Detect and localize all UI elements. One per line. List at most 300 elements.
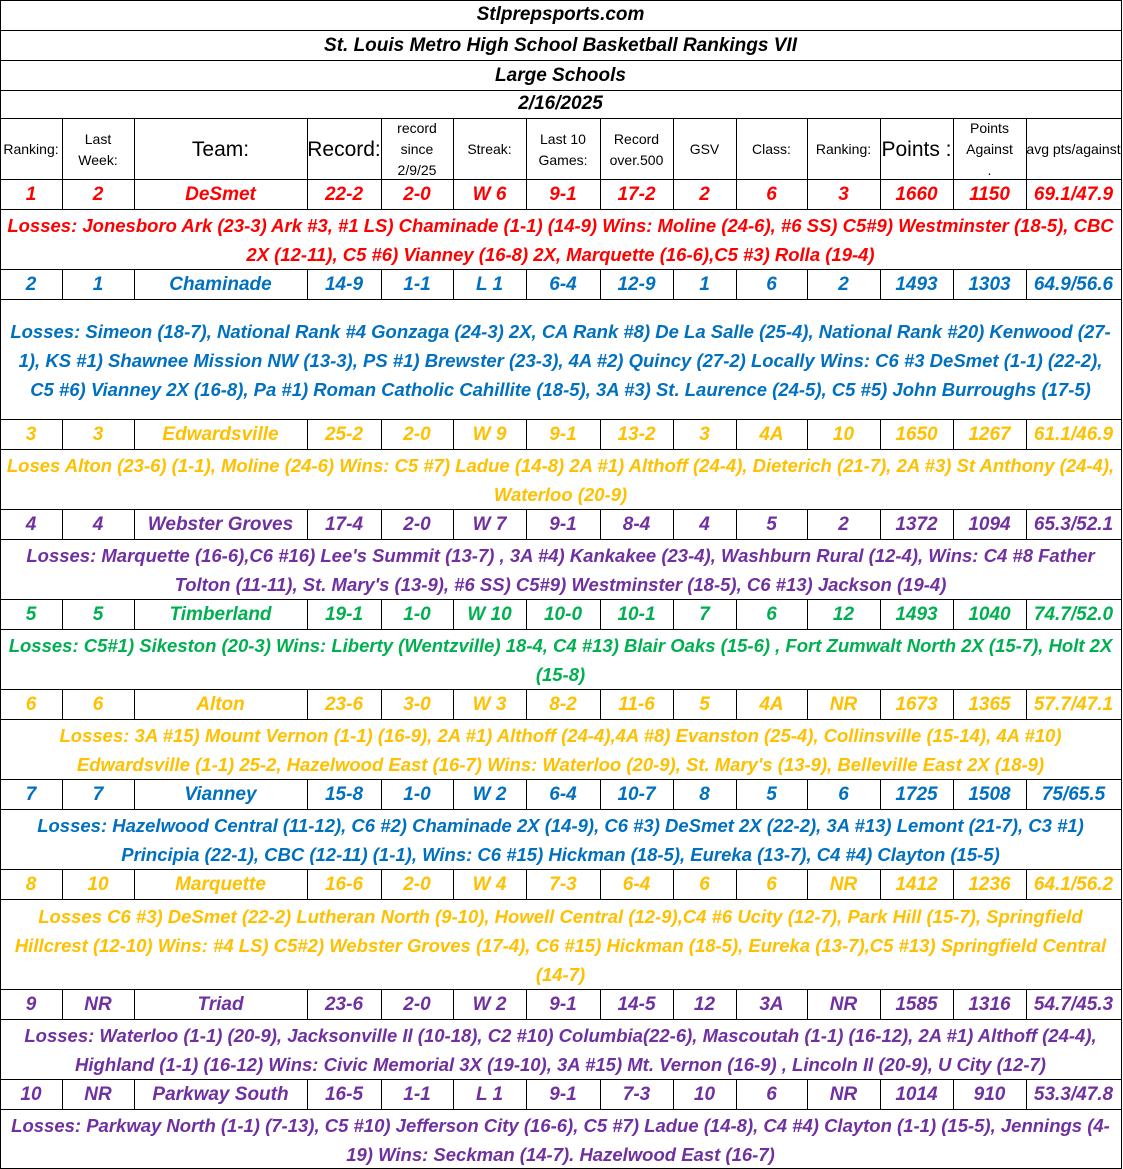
cell-streak: W 10	[467, 603, 512, 625]
cell-record: 23-6	[324, 993, 364, 1015]
grid-line	[807, 270, 808, 299]
grid-line	[0, 809, 1121, 810]
cell-ranking: 2	[25, 273, 37, 295]
cell-avg-pts-against: 69.1/47.9	[1033, 183, 1114, 205]
grid-line	[600, 1080, 601, 1109]
grid-line	[453, 180, 454, 209]
grid-line	[736, 119, 737, 180]
grid-line	[526, 420, 527, 449]
grid-line	[880, 780, 881, 809]
grid-line	[673, 780, 674, 809]
grid-line	[673, 420, 674, 449]
grid-line	[1026, 180, 1027, 209]
grid-line	[526, 990, 527, 1019]
grid-line	[880, 119, 881, 180]
cell-record-since: 1-1	[403, 273, 431, 295]
cell-gsv: 6	[699, 873, 710, 895]
grid-line	[807, 870, 808, 899]
grid-line	[673, 180, 674, 209]
grid-line	[0, 629, 1121, 630]
cell-team: Chaminade	[169, 273, 272, 295]
grid-line	[0, 449, 1121, 450]
division-label: Large Schools	[495, 64, 626, 86]
cell-team: Triad	[197, 993, 244, 1015]
cell-last-10: 9-1	[549, 993, 577, 1015]
cell-class-ranking: NR	[829, 1083, 858, 1105]
grid-line	[526, 600, 527, 629]
grid-line	[62, 119, 63, 180]
grid-line	[953, 1080, 954, 1109]
cell-points: 1650	[895, 423, 938, 445]
cell-avg-pts-against: 53.3/47.8	[1033, 1083, 1114, 1105]
grid-line	[673, 690, 674, 719]
grid-line	[880, 870, 881, 899]
cell-team: Webster Groves	[147, 513, 294, 535]
grid-line	[600, 270, 601, 299]
col-header-streak: Streak:	[467, 141, 512, 157]
cell-streak: W 7	[472, 513, 507, 535]
grid-line	[134, 600, 135, 629]
team-notes: Losses: 3A #15) Mount Vernon (1-1) (16-9), 2A #1) Althoff (24-4),4A #8) Evanston (25-4), Collinsville (15-14), 4A #10) Edwardsville (1-1) 25-2, Hazelwood East (16-7) Wins: Waterloo (20-9), St. Mary's (13-9), Belleville East 2X (18-9)	[59, 725, 1062, 775]
grid-line	[600, 870, 601, 899]
team-notes: Losses: Waterloo (1-1) (20-9), Jacksonville Il (10-18), C2 #10) Columbia(22-6), Mascoutah (1-1) (16-12), 2A #1) Althoff (24-4), Highland (1-1) (16-12) Wins: Civic Memorial 3X (19-10), 3A #15) Mt. Vernon (16-9) , Lincoln Il (20-9), U City (12-7)	[24, 1025, 1097, 1075]
cell-last-10: 10-0	[543, 603, 583, 625]
cell-last-week: 4	[92, 513, 104, 535]
grid-line	[307, 1080, 308, 1109]
grid-line	[381, 600, 382, 629]
col-header-record-since: record since 2/9/25	[397, 120, 437, 178]
grid-line	[0, 0, 1, 1169]
cell-last-10: 9-1	[549, 183, 577, 205]
grid-line	[600, 119, 601, 180]
col-header-record: Record:	[307, 138, 381, 161]
grid-line	[62, 870, 63, 899]
cell-avg-pts-against: 75/65.5	[1041, 783, 1106, 805]
grid-line	[381, 119, 382, 180]
cell-last-week: 6	[92, 693, 104, 715]
col-header-class: Class:	[752, 141, 791, 157]
cell-record: 17-4	[324, 513, 364, 535]
col-header-team: Team:	[191, 138, 250, 161]
grid-line	[0, 539, 1121, 540]
grid-line	[1026, 690, 1027, 719]
cell-last-10: 9-1	[549, 513, 577, 535]
cell-points: 1585	[895, 993, 938, 1015]
cell-streak: L 1	[475, 1083, 504, 1105]
grid-line	[1121, 0, 1122, 1169]
cell-class: 4A	[759, 693, 784, 715]
grid-line	[736, 510, 737, 539]
cell-gsv: 2	[699, 183, 710, 205]
team-notes: Losses C6 #3) DeSmet (22-2) Lutheran North (9-10), Howell Central (12-9),C4 #6 Ucity (12-7), Park Hill (15-7), Springfield Hillcrest (12-10) Wins: #4 LS) C5#2) Webster Groves (17-4), C6 #15) Hickman (18-5), Eureka (13-7),C5 #13) Springfield Central (14-7)	[14, 905, 1107, 985]
grid-line	[526, 780, 527, 809]
grid-line	[307, 690, 308, 719]
grid-line	[1026, 510, 1027, 539]
grid-line	[953, 690, 954, 719]
col-header-record-over-500: Record over.500	[609, 130, 664, 168]
cell-last-week: 3	[92, 423, 104, 445]
grid-line	[1026, 780, 1027, 809]
site-name: Stlprepsports.com	[476, 4, 645, 25]
grid-line	[600, 180, 601, 209]
grid-line	[453, 780, 454, 809]
grid-line	[600, 990, 601, 1019]
cell-streak: W 9	[472, 423, 507, 445]
grid-line	[307, 420, 308, 449]
grid-line	[0, 209, 1121, 210]
grid-line	[807, 420, 808, 449]
cell-class-ranking: 3	[838, 183, 849, 205]
cell-class-ranking: NR	[829, 693, 858, 715]
grid-line	[880, 990, 881, 1019]
grid-line	[134, 420, 135, 449]
cell-class: 5	[766, 513, 777, 535]
cell-class: 6	[766, 183, 777, 205]
grid-line	[807, 180, 808, 209]
cell-ranking: 4	[25, 513, 37, 535]
cell-last-week: 5	[92, 603, 104, 625]
cell-class: 6	[766, 1083, 777, 1105]
grid-line	[307, 780, 308, 809]
grid-line	[526, 270, 527, 299]
grid-line	[526, 690, 527, 719]
grid-line	[526, 1080, 527, 1109]
cell-points: 1660	[895, 183, 938, 205]
cell-ranking: 7	[25, 783, 37, 805]
grid-line	[736, 780, 737, 809]
cell-points-against: 1040	[968, 603, 1011, 625]
cell-ranking: 6	[25, 693, 37, 715]
grid-line	[736, 180, 737, 209]
cell-points-against: 1365	[968, 693, 1011, 715]
team-notes: Losses: Marquette (16-6),C6 #16) Lee's Summit (13-7) , 3A #4) Kankakee (23-4), Washburn Rural (12-4), Wins: C4 #8 Father Tolton (11-11), St. Mary's (13-9), #6 SS) C5#9) Westminster (18-5), C6 #13) Jackson (19-4)	[26, 545, 1095, 595]
grid-line	[526, 119, 527, 180]
cell-last-10: 9-1	[549, 1083, 577, 1105]
grid-line	[673, 270, 674, 299]
cell-points: 1725	[895, 783, 938, 805]
cell-points-against: 1236	[968, 873, 1011, 895]
cell-record: 19-1	[324, 603, 364, 625]
cell-points-against: 1508	[968, 783, 1011, 805]
grid-line	[600, 420, 601, 449]
grid-line	[307, 270, 308, 299]
grid-line	[673, 1080, 674, 1109]
grid-line	[62, 270, 63, 299]
cell-record-over-500: 14-5	[617, 993, 656, 1015]
grid-line	[307, 870, 308, 899]
cell-avg-pts-against: 65.3/52.1	[1033, 513, 1114, 535]
grid-line	[0, 1109, 1121, 1110]
grid-line	[1026, 420, 1027, 449]
cell-class-ranking: 2	[838, 273, 849, 295]
grid-line	[453, 420, 454, 449]
cell-record-since: 2-0	[403, 423, 431, 445]
cell-last-10: 6-4	[549, 783, 577, 805]
grid-line	[62, 1080, 63, 1109]
cell-record-over-500: 8-4	[622, 513, 651, 535]
cell-streak: W 3	[472, 693, 507, 715]
grid-line	[381, 780, 382, 809]
cell-ranking: 8	[25, 873, 37, 895]
team-notes: Losses: Parkway North (1-1) (7-13), C5 #10) Jefferson City (16-6), C5 #7) Ladue (14-8), C4 #4) Clayton (1-1) (15-5), Jennings (4-19) Wins: Seckman (14-7). Hazelwood East (16-7)	[11, 1114, 1110, 1165]
grid-line	[307, 180, 308, 209]
cell-gsv: 3	[699, 423, 710, 445]
cell-class-ranking: NR	[829, 873, 858, 895]
grid-line	[953, 870, 954, 899]
grid-line	[62, 600, 63, 629]
grid-line	[1026, 870, 1027, 899]
cell-record-over-500: 7-3	[622, 1083, 651, 1105]
grid-line	[880, 600, 881, 629]
grid-line	[1026, 119, 1027, 180]
grid-line	[0, 719, 1121, 720]
cell-last-week: 10	[87, 873, 109, 895]
cell-avg-pts-against: 74.7/52.0	[1033, 603, 1114, 625]
cell-points: 1372	[895, 513, 938, 535]
grid-line	[307, 600, 308, 629]
cell-record: 16-6	[324, 873, 364, 895]
cell-team: Edwardsville	[162, 423, 279, 445]
cell-points: 1493	[895, 603, 938, 625]
cell-record-over-500: 12-9	[617, 273, 656, 295]
cell-avg-pts-against: 64.9/56.6	[1033, 273, 1114, 295]
cell-ranking: 3	[25, 423, 37, 445]
grid-line	[807, 780, 808, 809]
cell-class-ranking: 10	[832, 423, 855, 445]
grid-line	[134, 510, 135, 539]
cell-streak: L 1	[475, 273, 504, 295]
grid-line	[134, 870, 135, 899]
cell-points-against: 910	[973, 1083, 1006, 1105]
grid-line	[0, 90, 1121, 91]
cell-last-week: NR	[84, 993, 112, 1015]
grid-line	[0, 0, 1121, 1]
cell-gsv: 8	[699, 783, 710, 805]
cell-class-ranking: NR	[829, 993, 858, 1015]
grid-line	[673, 870, 674, 899]
cell-points-against: 1316	[968, 993, 1011, 1015]
grid-line	[736, 990, 737, 1019]
cell-points: 1673	[895, 693, 938, 715]
grid-line	[526, 180, 527, 209]
col-header-avg-pts-against: avg pts/against	[1026, 141, 1121, 157]
grid-line	[134, 690, 135, 719]
grid-line	[134, 990, 135, 1019]
cell-record-over-500: 11-6	[618, 693, 655, 715]
cell-streak: W 4	[472, 873, 507, 895]
grid-line	[134, 1080, 135, 1109]
grid-line	[736, 270, 737, 299]
grid-line	[0, 899, 1121, 900]
grid-line	[953, 420, 954, 449]
cell-record: 23-6	[324, 693, 364, 715]
grid-line	[62, 690, 63, 719]
grid-line	[453, 119, 454, 180]
grid-line	[736, 600, 737, 629]
cell-team: Parkway South	[152, 1083, 289, 1105]
cell-record-since: 1-0	[403, 783, 431, 805]
grid-line	[807, 990, 808, 1019]
grid-line	[807, 510, 808, 539]
rankings-date: 2/16/2025	[518, 93, 603, 114]
col-header-last-week: Last Week:	[78, 130, 118, 168]
grid-line	[62, 780, 63, 809]
cell-team: Vianney	[184, 783, 257, 805]
grid-line	[807, 600, 808, 629]
col-header-class-ranking: Ranking:	[815, 141, 872, 157]
cell-record: 16-5	[324, 1083, 364, 1105]
grid-line	[453, 1080, 454, 1109]
col-header-points: Points :	[881, 138, 952, 161]
grid-line	[381, 420, 382, 449]
grid-line	[807, 690, 808, 719]
cell-gsv: 5	[699, 693, 710, 715]
cell-last-week: 7	[92, 783, 104, 805]
grid-line	[381, 1080, 382, 1109]
grid-line	[880, 510, 881, 539]
team-notes: Losses: C5#1) Sikeston (20-3) Wins: Liberty (Wentzville) 18-4, C4 #13) Blair Oaks (15-6) , Fort Zumwalt North 2X (15-7), Holt 2X (15-8)	[8, 635, 1113, 685]
grid-line	[381, 690, 382, 719]
cell-avg-pts-against: 64.1/56.2	[1033, 873, 1114, 895]
grid-line	[453, 510, 454, 539]
cell-record-since: 2-0	[403, 513, 431, 535]
cell-points: 1014	[895, 1083, 938, 1105]
cell-gsv: 10	[693, 1083, 716, 1105]
cell-class-ranking: 6	[838, 783, 849, 805]
cell-points-against: 1267	[968, 423, 1011, 445]
cell-last-10: 6-4	[549, 273, 577, 295]
cell-avg-pts-against: 54.7/45.3	[1033, 993, 1114, 1015]
col-header-ranking: Ranking:	[3, 141, 59, 157]
cell-class-ranking: 12	[832, 603, 855, 625]
grid-line	[1026, 1080, 1027, 1109]
grid-line	[736, 420, 737, 449]
cell-record: 25-2	[324, 423, 364, 445]
grid-line	[673, 990, 674, 1019]
col-header-last-10: Last 10 Games:	[538, 130, 588, 168]
grid-line	[953, 600, 954, 629]
grid-line	[953, 990, 954, 1019]
team-notes: Losses: Jonesboro Ark (23-3) Ark #3, #1 LS) Chaminade (1-1) (14-9) Wins: Moline (24-6), #6 SS) C5#9) Westminster (18-5), CBC 2X (12-11), C5 #6) Vianney (16-8) 2X, Marquette (16-6),C5 #3) Rolla (19-4)	[7, 215, 1114, 265]
grid-line	[381, 870, 382, 899]
grid-line	[1026, 990, 1027, 1019]
grid-line	[453, 270, 454, 299]
grid-line	[953, 119, 954, 180]
grid-line	[62, 180, 63, 209]
grid-line	[673, 510, 674, 539]
grid-line	[880, 180, 881, 209]
grid-line	[134, 180, 135, 209]
grid-line	[0, 60, 1121, 61]
cell-team: DeSmet	[185, 183, 256, 205]
cell-last-week: 2	[92, 183, 104, 205]
sheet-title: St. Louis Metro High School Basketball Rankings VII	[324, 34, 797, 56]
grid-line	[600, 780, 601, 809]
cell-streak: W 6	[472, 183, 507, 205]
grid-line	[953, 270, 954, 299]
grid-line	[381, 990, 382, 1019]
cell-class: 4A	[759, 423, 784, 445]
cell-class-ranking: 2	[838, 513, 849, 535]
col-header-points-against: Points Against .	[966, 120, 1013, 178]
cell-last-10: 7-3	[549, 873, 577, 895]
grid-line	[307, 119, 308, 180]
team-notes: Losses: Hazelwood Central (11-12), C6 #2) Chaminade 2X (14-9), C6 #3) DeSmet 2X (22-2), 3A #13) Lemont (21-7), C3 #1) Principia (22-1), CBC (12-11) (1-1), Wins: C6 #15) Hickman (18-5), Eureka (13-7), C4 #4) Clayton (15-5)	[37, 815, 1084, 865]
grid-line	[953, 780, 954, 809]
cell-class: 6	[766, 603, 777, 625]
cell-record: 14-9	[324, 273, 364, 295]
grid-line	[526, 870, 527, 899]
cell-record-since: 1-1	[403, 1083, 431, 1105]
cell-streak: W 2	[472, 783, 507, 805]
grid-line	[134, 270, 135, 299]
cell-record-since: 1-0	[403, 603, 431, 625]
grid-line	[953, 510, 954, 539]
cell-record-over-500: 6-4	[622, 873, 651, 895]
grid-line	[62, 990, 63, 1019]
cell-record-since: 3-0	[403, 693, 431, 715]
grid-line	[134, 119, 135, 180]
grid-line	[381, 180, 382, 209]
cell-gsv: 4	[699, 513, 710, 535]
grid-line	[807, 1080, 808, 1109]
cell-class: 5	[766, 783, 777, 805]
grid-line	[526, 510, 527, 539]
cell-last-10: 8-2	[549, 693, 577, 715]
cell-record-since: 2-0	[403, 993, 431, 1015]
col-header-gsv: GSV	[689, 141, 720, 157]
grid-line	[381, 270, 382, 299]
grid-line	[0, 30, 1121, 31]
grid-line	[1026, 270, 1027, 299]
cell-record-over-500: 17-2	[617, 183, 656, 205]
cell-team: Timberland	[169, 603, 272, 625]
cell-record-since: 2-0	[403, 873, 431, 895]
cell-streak: W 2	[472, 993, 507, 1015]
cell-ranking: 9	[25, 993, 37, 1015]
cell-gsv: 12	[693, 993, 716, 1015]
cell-points-against: 1303	[968, 273, 1011, 295]
cell-record: 22-2	[324, 183, 364, 205]
grid-line	[953, 180, 954, 209]
grid-line	[880, 270, 881, 299]
grid-line	[1026, 600, 1027, 629]
grid-line	[736, 870, 737, 899]
cell-record-over-500: 10-1	[617, 603, 656, 625]
grid-line	[880, 690, 881, 719]
grid-line	[453, 870, 454, 899]
team-notes: Loses Alton (23-6) (1-1), Moline (24-6) Wins: C5 #7) Ladue (14-8) 2A #1) Althoff (24-4), Dieterich (21-7), 2A #3) St Anthony (24-4), Waterloo (20-9)	[6, 455, 1115, 505]
cell-record-over-500: 13-2	[617, 423, 656, 445]
cell-points: 1412	[895, 873, 938, 895]
cell-gsv: 1	[699, 273, 710, 295]
cell-last-week: NR	[84, 1083, 112, 1105]
grid-line	[736, 1080, 737, 1109]
cell-points-against: 1094	[968, 513, 1011, 535]
cell-last-10: 9-1	[549, 423, 577, 445]
cell-avg-pts-against: 61.1/46.9	[1033, 423, 1114, 445]
grid-line	[600, 690, 601, 719]
grid-line	[307, 990, 308, 1019]
grid-line	[62, 420, 63, 449]
grid-line	[62, 510, 63, 539]
grid-line	[453, 990, 454, 1019]
grid-line	[736, 690, 737, 719]
grid-line	[307, 510, 308, 539]
cell-team: Marquette	[175, 873, 266, 895]
cell-record-over-500: 10-7	[617, 783, 656, 805]
grid-line	[453, 690, 454, 719]
